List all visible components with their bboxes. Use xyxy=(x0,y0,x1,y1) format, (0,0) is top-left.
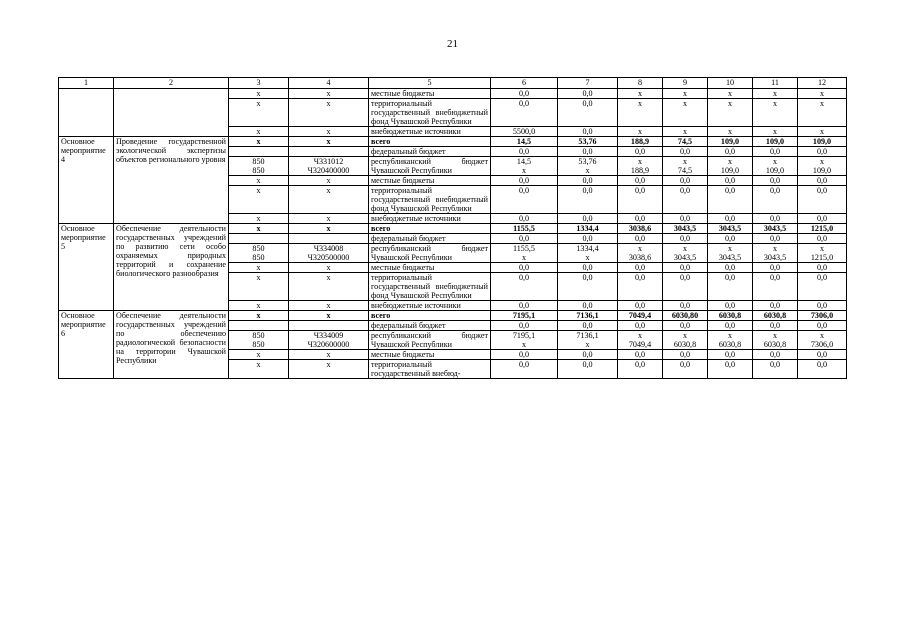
value-cell: x xyxy=(663,89,708,99)
funding-source-cell: местные бюджеты xyxy=(369,89,491,99)
value-cell: 0,0 xyxy=(491,176,558,186)
value-cell: x 6030,8 xyxy=(663,331,708,350)
value-cell: 0,0 xyxy=(491,350,558,360)
activity-label: Основное мероприятие 4 xyxy=(59,137,114,224)
value-cell: x 188,9 xyxy=(618,157,663,176)
value-cell: x xyxy=(708,127,753,137)
value-cell: 0,0 xyxy=(798,301,847,311)
value-cell: 0,0 xyxy=(558,147,618,157)
value-cell: 0,0 xyxy=(558,263,618,273)
value-cell: 0,0 xyxy=(663,263,708,273)
value-cell: 0,0 xyxy=(663,214,708,224)
value-cell: 0,0 xyxy=(558,360,618,379)
value-cell: 3043,5 xyxy=(753,224,798,234)
value-cell: 0,0 xyxy=(558,176,618,186)
funding-source-cell: местные бюджеты xyxy=(369,350,491,360)
value-cell: 0,0 xyxy=(798,214,847,224)
value-cell: 53,76 x xyxy=(558,157,618,176)
value-cell: x 3038,6 xyxy=(618,244,663,263)
value-cell: 0,0 xyxy=(798,360,847,379)
value-cell: 0,0 xyxy=(663,301,708,311)
value-cell: x xyxy=(618,89,663,99)
target-article-cell: x xyxy=(289,186,369,214)
value-cell: 0,0 xyxy=(663,350,708,360)
value-cell: x 7306,0 xyxy=(798,331,847,350)
value-cell: 0,0 xyxy=(491,234,558,244)
funding-source-cell: территориальный государственный внебюджетный фонд Чувашской Республики xyxy=(369,273,491,301)
value-cell: 0,0 xyxy=(753,176,798,186)
value-cell: 0,0 xyxy=(491,273,558,301)
value-cell: 0,0 xyxy=(753,350,798,360)
value-cell: 0,0 xyxy=(618,176,663,186)
value-cell: 0,0 xyxy=(753,263,798,273)
value-cell: 0,0 xyxy=(708,186,753,214)
value-cell: 0,0 xyxy=(708,147,753,157)
value-cell: 6030,8 xyxy=(753,311,798,321)
value-cell: x 3043,5 xyxy=(753,244,798,263)
value-cell: 1155,5 x xyxy=(491,244,558,263)
value-cell: 7049,4 xyxy=(618,311,663,321)
activity-label xyxy=(59,89,114,137)
value-cell: 0,0 xyxy=(708,176,753,186)
value-cell: 0,0 xyxy=(663,273,708,301)
activity-label: Основное мероприятие 5 xyxy=(59,224,114,311)
budget-code-cell: 850 850 xyxy=(229,244,289,263)
value-cell: 6030,80 xyxy=(663,311,708,321)
value-cell: 0,0 xyxy=(618,301,663,311)
table-row xyxy=(59,311,847,321)
value-cell: 0,0 xyxy=(618,214,663,224)
value-cell: x 74,5 xyxy=(663,157,708,176)
funding-source-cell: республиканский бюджет Чувашской Республики xyxy=(369,244,491,263)
table-row xyxy=(59,137,847,147)
value-cell: 1334,4 xyxy=(558,224,618,234)
target-article-cell: Ч334008 Ч320500000 xyxy=(289,244,369,263)
value-cell: x xyxy=(753,99,798,127)
budget-code-cell: x xyxy=(229,350,289,360)
value-cell: x xyxy=(663,127,708,137)
target-article-cell: Ч331012 Ч320400000 xyxy=(289,157,369,176)
funding-source-cell: внебюджетные источники xyxy=(369,214,491,224)
value-cell: 6030,8 xyxy=(708,311,753,321)
header-cell: 6 xyxy=(491,78,558,89)
header-cell: 1 xyxy=(59,78,114,89)
value-cell: 0,0 xyxy=(753,273,798,301)
value-cell: 109,0 xyxy=(708,137,753,147)
value-cell: 0,0 xyxy=(708,234,753,244)
header-cell: 10 xyxy=(708,78,753,89)
value-cell: 0,0 xyxy=(663,360,708,379)
activity-label: Основное мероприятие 6 xyxy=(59,311,114,379)
value-cell: 0,0 xyxy=(618,186,663,214)
value-cell: 0,0 xyxy=(558,214,618,224)
value-cell: 0,0 xyxy=(753,214,798,224)
value-cell: x xyxy=(618,99,663,127)
value-cell: x xyxy=(798,89,847,99)
budget-code-cell xyxy=(229,234,289,244)
value-cell: 109,0 xyxy=(798,137,847,147)
value-cell: 0,0 xyxy=(708,214,753,224)
value-cell: 0,0 xyxy=(753,321,798,331)
value-cell: x xyxy=(798,127,847,137)
header-row xyxy=(59,78,847,89)
value-cell: 0,0 xyxy=(708,360,753,379)
target-article-cell: x xyxy=(289,176,369,186)
value-cell: 1334,4 x xyxy=(558,244,618,263)
funding-source-cell: федеральный бюджет xyxy=(369,321,491,331)
value-cell: 0,0 xyxy=(618,263,663,273)
budget-code-cell: 850 850 xyxy=(229,157,289,176)
header-cell: 11 xyxy=(753,78,798,89)
value-cell: 0,0 xyxy=(491,147,558,157)
target-article-cell xyxy=(289,321,369,331)
value-cell: 0,0 xyxy=(753,234,798,244)
header-cell: 8 xyxy=(618,78,663,89)
funding-source-cell: республиканский бюджет Чувашской Республики xyxy=(369,331,491,350)
target-article-cell: x xyxy=(289,214,369,224)
value-cell: 0,0 xyxy=(491,89,558,99)
budget-code-cell: x xyxy=(229,273,289,301)
value-cell: 7306,0 xyxy=(798,311,847,321)
page-number: 21 xyxy=(447,38,458,50)
value-cell: 0,0 xyxy=(491,99,558,127)
value-cell: 0,0 xyxy=(708,273,753,301)
value-cell: 0,0 xyxy=(618,350,663,360)
target-article-cell xyxy=(289,234,369,244)
budget-table xyxy=(58,77,847,379)
value-cell: 109,0 xyxy=(753,137,798,147)
value-cell: 0,0 xyxy=(798,321,847,331)
value-cell: 3038,6 xyxy=(618,224,663,234)
budget-code-cell: x xyxy=(229,176,289,186)
value-cell: 0,0 xyxy=(618,234,663,244)
value-cell: 3043,5 xyxy=(708,224,753,234)
value-cell: 0,0 xyxy=(558,99,618,127)
value-cell: x xyxy=(618,127,663,137)
value-cell: 0,0 xyxy=(491,263,558,273)
value-cell: 0,0 xyxy=(558,186,618,214)
value-cell: 0,0 xyxy=(663,234,708,244)
header-cell: 2 xyxy=(114,78,229,89)
value-cell: x 7049,4 xyxy=(618,331,663,350)
target-article-cell: x xyxy=(289,127,369,137)
value-cell: x 3043,5 xyxy=(663,244,708,263)
funding-source-cell: территориальный государственный внебюджетный фонд Чувашской Республики xyxy=(369,186,491,214)
funding-source-cell: всего xyxy=(369,137,491,147)
value-cell: 0,0 xyxy=(798,350,847,360)
activity-description: Проведение государственной экологической экспертизы объектов регионального уровня xyxy=(114,137,229,224)
value-cell: x xyxy=(753,89,798,99)
value-cell: 74,5 xyxy=(663,137,708,147)
value-cell: 0,0 xyxy=(753,147,798,157)
funding-source-cell: местные бюджеты xyxy=(369,176,491,186)
funding-source-cell: территориальный государственный внебюджетный фонд Чувашской Республики xyxy=(369,99,491,127)
target-article-cell: x xyxy=(289,99,369,127)
value-cell: 0,0 xyxy=(558,350,618,360)
budget-code-cell: x xyxy=(229,99,289,127)
funding-source-cell: республиканский бюджет Чувашской Республики xyxy=(369,157,491,176)
funding-source-cell: федеральный бюджет xyxy=(369,234,491,244)
value-cell: 0,0 xyxy=(798,263,847,273)
value-cell: 0,0 xyxy=(798,147,847,157)
value-cell: 0,0 xyxy=(491,301,558,311)
target-article-cell: x xyxy=(289,350,369,360)
target-article-cell: Ч334009 Ч320600000 xyxy=(289,331,369,350)
value-cell: 1215,0 xyxy=(798,224,847,234)
funding-source-cell: местные бюджеты xyxy=(369,263,491,273)
activity-description: Обеспечение деятельности государственных учреждений по обеспечению радиологической безопасности на территории Чувашской Республики xyxy=(114,311,229,379)
value-cell: 0,0 xyxy=(708,301,753,311)
value-cell: 5500,0 xyxy=(491,127,558,137)
target-article-cell: x xyxy=(289,89,369,99)
value-cell: 0,0 xyxy=(708,263,753,273)
budget-code-cell: x xyxy=(229,137,289,147)
budget-code-cell: x xyxy=(229,360,289,379)
funding-source-cell: федеральный бюджет xyxy=(369,147,491,157)
value-cell: x 109,0 xyxy=(753,157,798,176)
value-cell: x 6030,8 xyxy=(753,331,798,350)
header-cell: 3 xyxy=(229,78,289,89)
value-cell: 0,0 xyxy=(663,147,708,157)
value-cell: 7195,1 xyxy=(491,311,558,321)
value-cell: 53,76 xyxy=(558,137,618,147)
value-cell: 0,0 xyxy=(798,234,847,244)
value-cell: 7136,1 x xyxy=(558,331,618,350)
budget-code-cell: x xyxy=(229,224,289,234)
budget-code-cell: x xyxy=(229,301,289,311)
value-cell: x xyxy=(798,99,847,127)
target-article-cell: x xyxy=(289,263,369,273)
value-cell: 0,0 xyxy=(618,321,663,331)
value-cell: 0,0 xyxy=(491,214,558,224)
value-cell: 0,0 xyxy=(663,176,708,186)
value-cell: 0,0 xyxy=(491,186,558,214)
value-cell: 0,0 xyxy=(753,360,798,379)
value-cell: 0,0 xyxy=(618,360,663,379)
header-cell: 7 xyxy=(558,78,618,89)
value-cell: 0,0 xyxy=(491,360,558,379)
budget-code-cell: x xyxy=(229,311,289,321)
value-cell: 0,0 xyxy=(708,350,753,360)
value-cell: 0,0 xyxy=(558,301,618,311)
value-cell: 14,5 x xyxy=(491,157,558,176)
value-cell: 0,0 xyxy=(558,321,618,331)
activity-description: Обеспечение деятельности государственных учреждений по развитию сети особо охраняемых природных территорий и сохранение биологического разнообразия xyxy=(114,224,229,311)
value-cell: 3043,5 xyxy=(663,224,708,234)
funding-source-cell: всего xyxy=(369,224,491,234)
target-article-cell: x xyxy=(289,137,369,147)
funding-source-cell: внебюджетные источники xyxy=(369,301,491,311)
budget-code-cell xyxy=(229,147,289,157)
value-cell: 0,0 xyxy=(798,176,847,186)
value-cell: 0,0 xyxy=(558,234,618,244)
value-cell: x xyxy=(663,99,708,127)
funding-source-cell: территориальный государственный внебюд- xyxy=(369,360,491,379)
value-cell: 7195,1 x xyxy=(491,331,558,350)
value-cell: 0,0 xyxy=(558,273,618,301)
value-cell: 0,0 xyxy=(663,186,708,214)
value-cell: 0,0 xyxy=(753,186,798,214)
target-article-cell: x xyxy=(289,311,369,321)
value-cell: 0,0 xyxy=(798,186,847,214)
value-cell: x xyxy=(708,89,753,99)
budget-code-cell: x xyxy=(229,89,289,99)
budget-code-cell: x xyxy=(229,263,289,273)
budget-code-cell: x xyxy=(229,127,289,137)
value-cell: 1155,5 xyxy=(491,224,558,234)
value-cell: 0,0 xyxy=(663,321,708,331)
value-cell: x xyxy=(708,99,753,127)
table-row xyxy=(59,224,847,234)
target-article-cell: x xyxy=(289,301,369,311)
activity-description xyxy=(114,89,229,137)
header-cell: 5 xyxy=(369,78,491,89)
header-cell: 9 xyxy=(663,78,708,89)
budget-code-cell: 850 850 xyxy=(229,331,289,350)
header-cell: 12 xyxy=(798,78,847,89)
value-cell: x 3043,5 xyxy=(708,244,753,263)
funding-source-cell: внебюджетные источники xyxy=(369,127,491,137)
target-article-cell: x xyxy=(289,273,369,301)
target-article-cell xyxy=(289,147,369,157)
value-cell: x 1215,0 xyxy=(798,244,847,263)
funding-source-cell: всего xyxy=(369,311,491,321)
header-cell: 4 xyxy=(289,78,369,89)
value-cell: 14,5 xyxy=(491,137,558,147)
target-article-cell: x xyxy=(289,224,369,234)
value-cell: 7136,1 xyxy=(558,311,618,321)
value-cell: 0,0 xyxy=(798,273,847,301)
value-cell: x 6030,8 xyxy=(708,331,753,350)
value-cell: 0,0 xyxy=(708,321,753,331)
value-cell: 0,0 xyxy=(558,89,618,99)
value-cell: x 109,0 xyxy=(798,157,847,176)
value-cell: 0,0 xyxy=(618,273,663,301)
budget-code-cell xyxy=(229,321,289,331)
value-cell: x xyxy=(753,127,798,137)
table-row xyxy=(59,89,847,99)
value-cell: 188,9 xyxy=(618,137,663,147)
budget-code-cell: x xyxy=(229,186,289,214)
value-cell: 0,0 xyxy=(618,147,663,157)
target-article-cell: x xyxy=(289,360,369,379)
budget-code-cell: x xyxy=(229,214,289,224)
value-cell: 0,0 xyxy=(491,321,558,331)
value-cell: x 109,0 xyxy=(708,157,753,176)
value-cell: 0,0 xyxy=(558,127,618,137)
value-cell: 0,0 xyxy=(753,301,798,311)
